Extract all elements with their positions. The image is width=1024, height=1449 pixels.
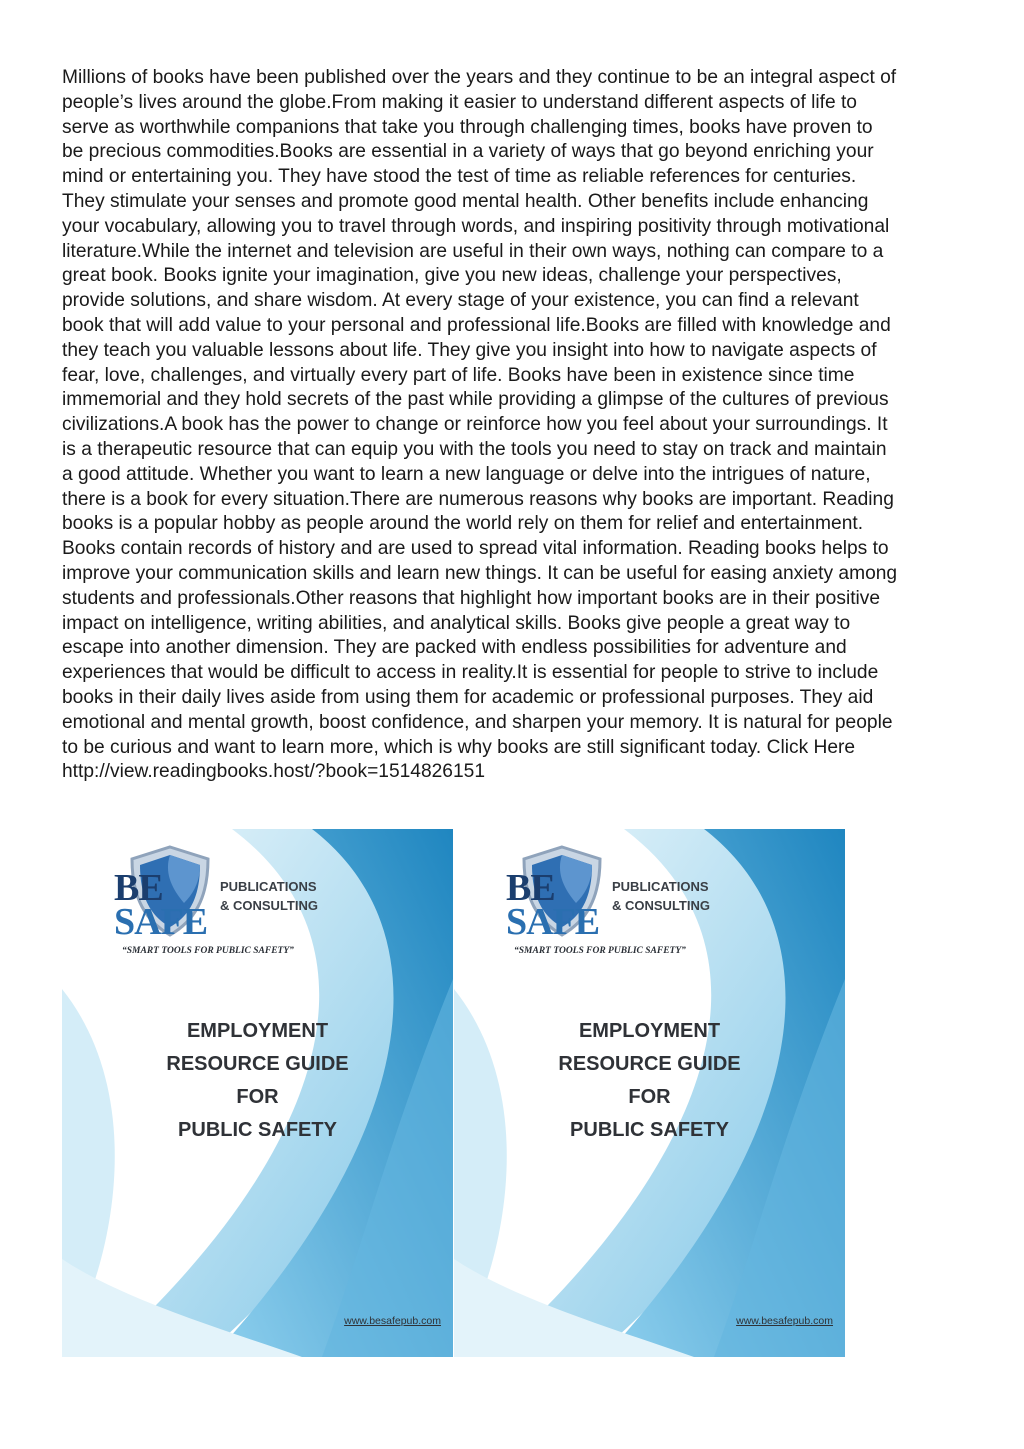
logo-wordmark: BE SAFE [114,867,208,943]
tagline: “SMART TOOLS FOR PUBLIC SAFETY” [514,946,686,956]
publisher-name: PUBLICATIONS & CONSULTING [220,879,318,913]
logo-wordmark: BE SAFE [506,867,600,943]
website-link[interactable]: www.besafepub.com [736,1315,833,1327]
book-cover-left[interactable] [62,829,453,1357]
tagline: “SMART TOOLS FOR PUBLIC SAFETY” [122,946,294,956]
book-title: EMPLOYMENT RESOURCE GUIDE FOR PUBLIC SAFETY [558,1020,741,1141]
book-title: EMPLOYMENT RESOURCE GUIDE FOR PUBLIC SAFETY [166,1020,349,1141]
book-cover-right[interactable] [454,829,845,1357]
body-text: Millions of books have been published over the years and they continue to be an integral aspect of people’s lives around the globe.From making it easier to understand different aspects of life to serve as worthwhile companions that take you through challenging times, books have proven to be precious commodities.Books are essential in a variety of ways that go beyond enriching your mind or entertaining you. They have stood the test of time as reliable references for centuries. They stimulate your senses and promote good mental health. Other benefits include enhancing your vocabulary, allowing you to travel through words, and inspiring positivity through motivational literature.While the internet and television are useful in their own ways, nothing can compare to a great book. Books ignite your imagination, give you new ideas, challenge your perspectives, provide solutions, and share wisdom. At every stage of your existence, you can find a relevant book that will add value to your personal and professional life.Books are filled with knowledge and they teach you valuable lessons about life. They give you insight into how to navigate aspects of fear, love, challenges, and virtually every part of life. Books have been in existence since time immemorial and they hold secrets of the past while providing a glimpse of the cultures of previous civilizations.A book has the power to change or reinforce how you feel about your surroundings. It is a therapeutic resource that can equip you with the tools you need to stay on track and maintain a good attitude. Whether you want to learn a new language or delve into the intrigues of nature, there is a book for every situation.There are numerous reasons why books are important. Reading books is a popular hobby as people around the world rely on them for relief and entertainment. Books contain records of history and are used to spread vital information. Reading books helps to improve your communication skills and learn new things. It can be useful for easing anxiety among students and professionals.Other reasons that highlight how important books are in their positive impact on intelligence, writing abilities, and analytical skills. Books give people a great way to escape into another dimension. They are packed with endless possibilities for adventure and experiences that would be difficult to access in reality.It is essential for people to strive to include books in their daily lives aside from using them for academic or professional purposes. They aid emotional and mental growth, boost confidence, and sharpen your memory. It is natural for people to be curious and want to learn more, which is why books are still significant today. Click Here http://view.readingbooks.host/?book=1514826151 [62,67,898,783]
website-link[interactable]: www.besafepub.com [344,1315,441,1327]
publisher-name: PUBLICATIONS & CONSULTING [612,879,710,913]
